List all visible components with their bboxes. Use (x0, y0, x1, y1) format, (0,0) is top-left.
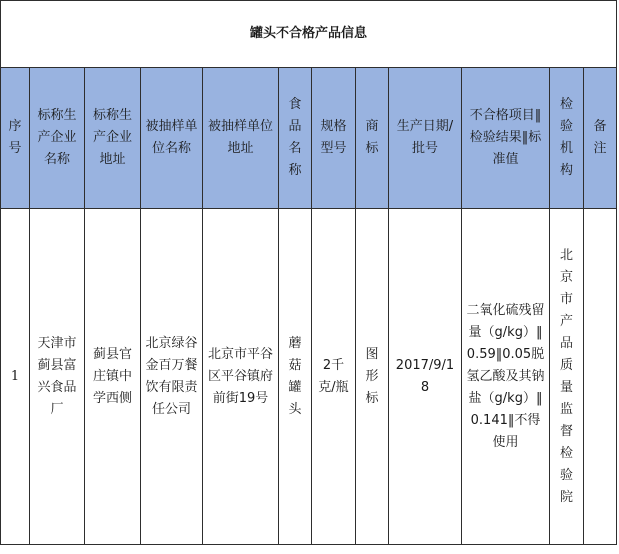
header-producer-address: 标称生产企业地址 (85, 68, 141, 209)
header-failed-items: 不合格项目‖检验结果‖标准值 (462, 68, 550, 209)
cell-inspection-agency: 北京市产品质量监督检验院 (550, 209, 584, 545)
cell-trademark: 图形标 (356, 209, 389, 545)
header-spec: 规格型号 (312, 68, 356, 209)
header-producer-name: 标称生产企业名称 (30, 68, 85, 209)
cell-remark (584, 209, 617, 545)
table-title: 罐头不合格产品信息 (1, 1, 617, 68)
cell-spec: 2千克/瓶 (312, 209, 356, 545)
header-sampled-unit-address: 被抽样单位地址 (203, 68, 279, 209)
table-row (1, 209, 617, 545)
header-trademark: 商标 (356, 68, 389, 209)
header-food-name: 食品名称 (279, 68, 312, 209)
header-production-date: 生产日期/批号 (389, 68, 462, 209)
title-row (1, 1, 617, 68)
cell-producer-name: 天津市蓟县富兴食品厂 (30, 209, 85, 545)
header-sampled-unit-name: 被抽样单位名称 (141, 68, 203, 209)
cell-producer-address: 蓟县官庄镇中学西侧 (85, 209, 141, 545)
cell-failed-items: 二氧化硫残留量（g/kg）‖0.59‖0.05脱氢乙酸及其钠盐（g/kg）‖0.141‖不得使用 (462, 209, 550, 545)
cell-food-name: 蘑菇罐头 (279, 209, 312, 545)
header-serial-number: 序号 (1, 68, 30, 209)
header-row (1, 68, 617, 209)
cell-serial-number: 1 (1, 209, 30, 545)
header-remark: 备注 (584, 68, 617, 209)
cell-sampled-unit-name: 北京绿谷金百万餐饮有限责任公司 (141, 209, 203, 545)
cell-sampled-unit-address: 北京市平谷区平谷镇府前街19号 (203, 209, 279, 545)
header-inspection-agency: 检验机构 (550, 68, 584, 209)
cell-production-date: 2017/9/18 (389, 209, 462, 545)
